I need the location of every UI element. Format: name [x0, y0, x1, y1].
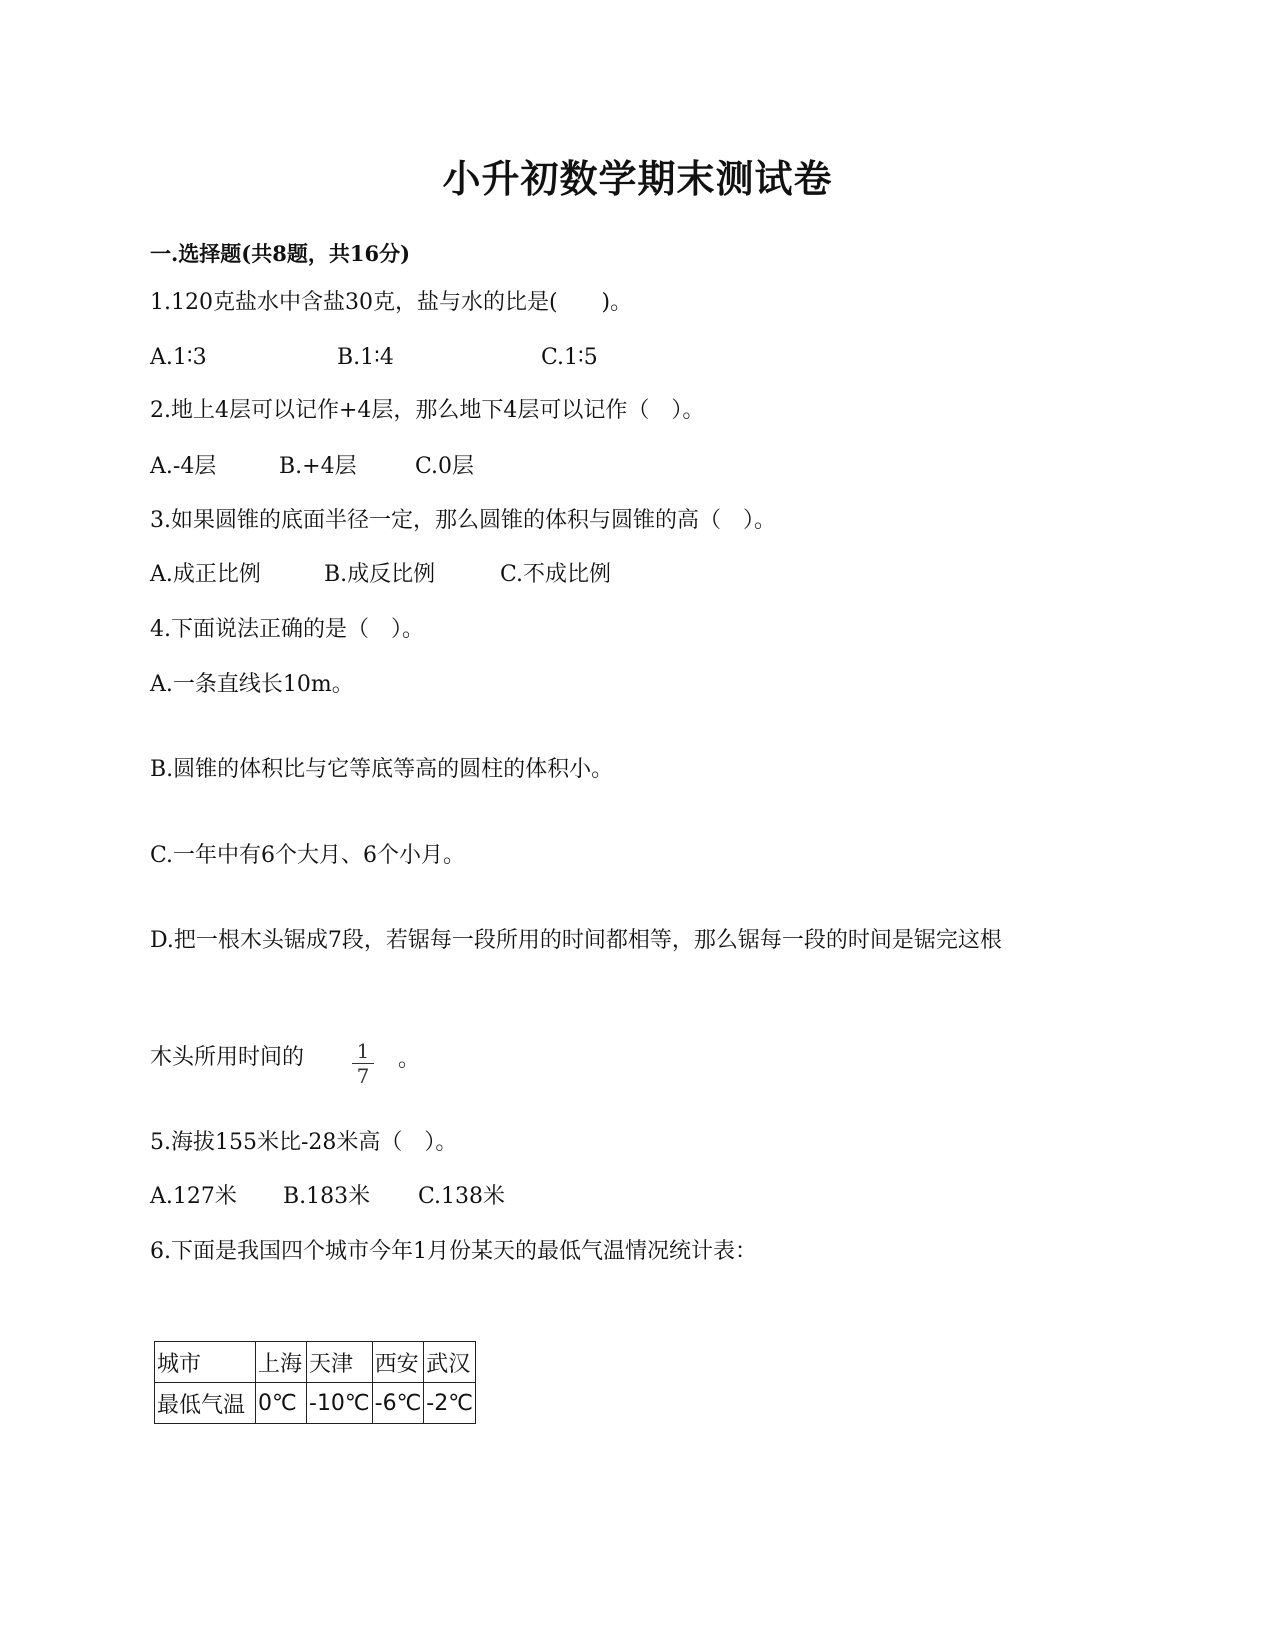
table-header-cell: 天津	[307, 1342, 373, 1383]
table-row	[155, 1383, 476, 1424]
question-4-option-a: A.一条直线长10m。	[150, 672, 354, 697]
question-4-stem: 4.下面说法正确的是（ ）。	[150, 617, 424, 642]
question-4-option-d-continuation: 木头所用时间的	[150, 1045, 305, 1070]
fraction-one-seventh	[352, 1040, 374, 1087]
question-1-option-a: A.1∶3	[150, 345, 207, 370]
question-2-option-b: B.+4层	[279, 454, 357, 479]
table-header-cell: 武汉	[424, 1342, 476, 1383]
fraction-numerator: 1	[356, 1039, 370, 1063]
question-1-stem: 1.120克盐水中含盐30克，盐与水的比是( )。	[150, 290, 633, 315]
question-5-stem: 5.海拔155米比-28米高（ ）。	[150, 1130, 458, 1155]
fraction-denominator: 7	[356, 1064, 370, 1088]
question-5-option-c: C.138米	[418, 1184, 506, 1209]
table-cell: 0℃	[256, 1383, 307, 1424]
question-3-stem: 3.如果圆锥的底面半径一定，那么圆锥的体积与圆锥的高（ ）。	[150, 508, 776, 533]
temperature-table	[154, 1341, 476, 1424]
table-header-cell: 上海	[256, 1342, 307, 1383]
question-5-option-a: A.127米	[150, 1184, 237, 1209]
question-3-option-b: B.成反比例	[324, 562, 436, 587]
question-3-option-c: C.不成比例	[500, 562, 612, 587]
table-cell: -2℃	[424, 1383, 476, 1424]
question-5-option-b: B.183米	[283, 1184, 371, 1209]
question-2-stem: 2.地上4层可以记作+4层，那么地下4层可以记作（ ）。	[150, 398, 705, 423]
table-row	[155, 1342, 476, 1383]
question-4-option-d-end: 。	[398, 1047, 421, 1072]
question-4-option-d: D.把一根木头锯成7段，若锯每一段所用的时间都相等，那么锯每一段的时间是锯完这根	[150, 928, 1002, 953]
table-cell: -6℃	[372, 1383, 424, 1424]
section-heading: 一.选择题(共8题，共16分)	[150, 241, 411, 266]
question-6-stem: 6.下面是我国四个城市今年1月份某天的最低气温情况统计表：	[150, 1239, 757, 1264]
table-cell: 最低气温	[155, 1383, 256, 1424]
question-1-option-b: B.1∶4	[337, 345, 394, 370]
question-4-option-c: C.一年中有6个大月、6个小月。	[150, 843, 466, 868]
question-3-option-a: A.成正比例	[150, 562, 261, 587]
question-1-option-c: C.1∶5	[541, 345, 598, 370]
table-header-cell: 城市	[155, 1342, 256, 1383]
question-2-option-c: C.0层	[415, 454, 475, 479]
question-4-option-b: B.圆锥的体积比与它等底等高的圆柱的体积小。	[150, 757, 614, 782]
question-2-option-a: A.-4层	[150, 454, 217, 479]
table-cell: -10℃	[307, 1383, 373, 1424]
table-header-cell: 西安	[372, 1342, 424, 1383]
page-title: 小升初数学期末测试卷	[442, 156, 833, 201]
